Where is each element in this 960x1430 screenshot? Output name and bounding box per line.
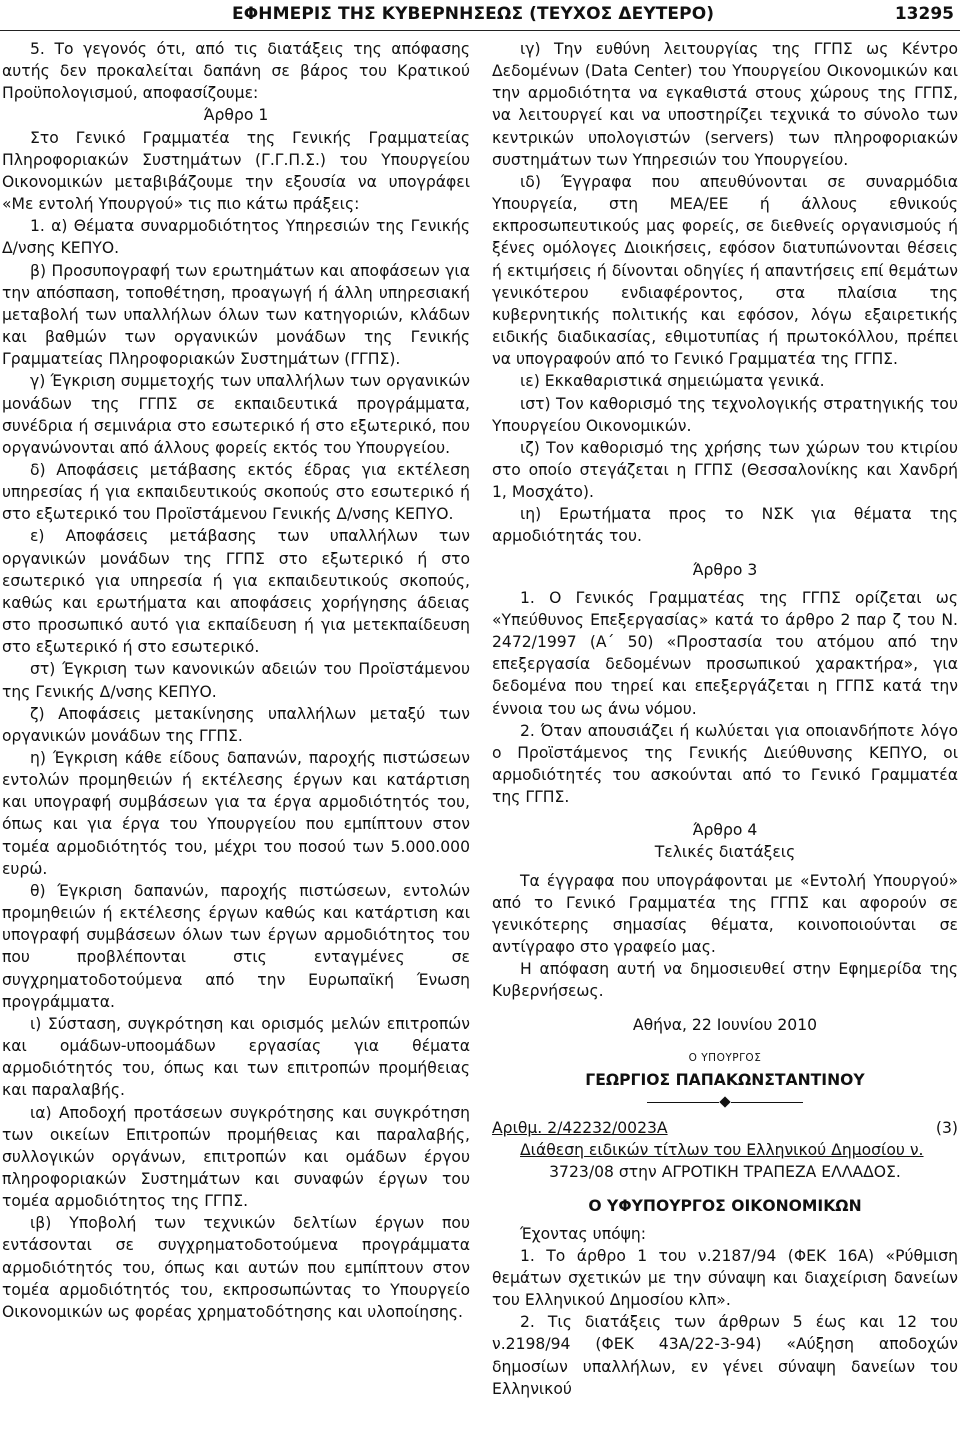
item-i: ι) Σύσταση, συγκρότηση και ορισμός μελών επιτροπών και ομάδων-υποομάδων εργασίας για θέματα αρμοδιότητός του, όπως και των επιτροπών προμήθειας και παραλαβής. xyxy=(2,1014,470,1100)
article-3-paragraph-1: 1. Ο Γενικός Γραμματέας της ΓΓΠΣ ορίζεται ως «Υπεύθυνος Επεξεργασίας» κατά το άρθρο 2 παρ ζ του Ν. 2472/1997 (Α΄ 50) «Προστασία του ατόμου από την επεξεργασία δεδομένων προσωπικού χαρακτήρα», για δεδομένα που τηρεί και επεξεργάζεται η ΓΓΠΣ κατά την έννοια του ως άνω νόμου. xyxy=(492,588,958,718)
item-h: η) Έγκριση κάθε είδους δαπανών, παροχής πιστώσεων εντολών προμηθειών ή εκτέλεσης έργων και κατάρτιση και υπογραφή συμβάσεων για τα έργα αρμοδιότητός του, όπως και για έργα του Υπουργείου που εμπίπτουν στον τομέα αρμοδιότητός του, μέχρι του ποσού των 5.000.000 ευρώ. xyxy=(2,749,470,878)
article-4-paragraph-2: Η απόφαση αυτή να δημοσιευθεί στην Εφημερίδα της Κυβερνήσεως. xyxy=(492,960,958,1001)
item-th: θ) Έγκριση δαπανών, παροχής πιστώσεων, εντολών προμηθειών ή εκτέλεσης έργων καθώς και κατάρτιση και υπογραφή συμβάσεων όλων των έργων αρμοδιότητος του που προβλέπονται στις ενταγμένες σε συγχρηματοδοτούμενα από την Ευρωπαϊκή Ένωση προγράμματα. xyxy=(2,881,470,1011)
decision-number: Αριθμ. 2/42232/0023Α xyxy=(492,1119,668,1138)
spacer xyxy=(492,548,958,559)
diamond-icon xyxy=(719,1096,730,1107)
item-st: στ) Έγκριση των κανονικών αδειών του Προϊστάμενου της Γενικής Δ/νσης ΚΕΠΥΟ. xyxy=(2,660,470,701)
regard-item-2: 2. Τις διατάξεις των άρθρων 5 έως και 12 του ν.2198/94 (ΦΕΚ 43Α/22-3-94) «Αύξηση αποδοχών δημοσίων υπαλλήλων, εν γένει σύναψη δανείων του Ελληνικού xyxy=(492,1313,958,1398)
decision-subject-line-1: Διάθεση ειδικών τίτλων του Ελληνικού Δημοσίου ν. xyxy=(520,1141,924,1160)
left-column xyxy=(2,38,470,1323)
section-divider xyxy=(492,1093,958,1111)
regard-item-1: 1. Το άρθρο 1 του ν.2187/94 (ΦΕΚ 16Α) «Ρύθμιση θεμάτων σχετικών με την σύναψη και διαχείριση δανείων του Ελληνικού Δημοσίου κλπ». xyxy=(492,1246,958,1310)
article-4-paragraph-1: Τα έγγραφα που υπογράφονται με «Εντολή Υπουργού» από το Γενικό Γραμματέα της ΓΓΠΣ και αφορούν σε γενικότερης σημασίας θέματα, κοινοποιούνται σε αντίγραφο στο γραφείο μας. xyxy=(492,871,958,957)
paragraph-article-1: Στο Γενικό Γραμματέα της Γενικής Γραμματείας Πληροφοριακών Συστημάτων (Γ.Γ.Π.Σ.) του Υπουργείου Οικονομικών μεταβιβάζουμε την εξουσία να υπογράφει «Με εντολή Υπουργού» τις πιο κάτω πράξεις: xyxy=(2,128,470,214)
spacer xyxy=(492,1036,958,1047)
item-ih: ιη) Ερωτήματα προς το ΝΣΚ για θέματα της αρμοδιότητάς του. xyxy=(492,505,958,546)
decision-header xyxy=(492,1117,958,1139)
item-1a: 1. α) Θέματα συναρμοδιότητος Υπηρεσιών της Γενικής Δ/νσης ΚΕΠΥΟ. xyxy=(2,217,470,258)
item-ie: ιε) Εκκαθαριστικά σημειώματα γενικά. xyxy=(520,372,825,391)
item-z: ζ) Αποφάσεις μετακίνησης υπαλλήλων μεταξύ των οργανικών μονάδων της ΓΓΠΣ. xyxy=(2,704,470,745)
divider-line-right xyxy=(731,1102,803,1103)
item-id: ιδ) Έγγραφα που απευθύνονται σε συναρμόδια Υπουργεία, στη ΜΕΑ/ΕΕ ή άλλους εθνικούς εκπροσωπευτικούς μας φορείς, σε διεθνείς οργανισμούς ή ξένες ομόλογες Διοικήσεις, εφόσον διατυπώνονται θέσεις ή εκτιμήσεις ή δίνονται οδηγίες ή απαντήσεις επί θεμάτων γενικότερου ενδιαφέροντος, στα πλαίσια της κυβερνητικής πολιτικής και εφόσον, λόγω εξαιρετικής ειδικής διαδικασίας, εθιμοτυπίας ή πρωτοκόλλου, πρέπει να υπογραφούν από το Γενικό Γραμματέα της ΓΓΠΣ. xyxy=(492,172,958,369)
item-e: ε) Αποφάσεις μετάβασης των υπαλλήλων των οργανικών μονάδων της ΓΓΠΣ στο εξωτερικό ή στο εσωτερικό για υπηρεσία ή για εκπαιδευτικούς σκοπούς, καθώς και ερωτήματα και αποφάσεις χορήγησης άδειας στο προσωπικό αυτό για εκπαίδευση ή για μετεκπαίδευση στο εξωτερικό ή στο εσωτερικό. xyxy=(2,527,470,657)
item-d: δ) Αποφάσεις μετάβασης εκτός έδρας για εκτέλεση υπηρεσίας ή για εκπαιδευτικούς σκοπούς στο εσωτερικό ή στο εξωτερικό του Προϊστάμενου Γενικής Δ/νσης ΚΕΠΥΟ. xyxy=(2,460,470,524)
decision-index: (3) xyxy=(935,1119,958,1138)
article-4-title: Άρθρο 4 xyxy=(692,821,758,840)
deputy-minister-heading: Ο ΥΦΥΠΟΥΡΓΟΣ ΟΙΚΟΝΟΜΙΚΩΝ xyxy=(588,1196,862,1215)
minister-role: Ο ΥΠΟΥΡΓΟΣ xyxy=(688,1051,762,1064)
item-ib: ιβ) Υποβολή των τεχνικών δελτίων έργων που εντάσονται σε συγχρηματοδοτούμενα προγράμματα αρμοδιότητός του, όπως και αυτών που εμπίπτουν στον τομέα αρμοδιότητός του, εκπροσωπώντας το Υπουργείο Οικονομικών ως φορέας χρηματοδότησης και υλοποίησης. xyxy=(2,1214,470,1321)
right-column xyxy=(492,38,958,1400)
spacer xyxy=(492,808,958,819)
decision-subject-line-2: 3723/08 στην ΑΓΡΟΤΙΚΗ ΤΡΑΠΕΖΑ ΕΛΛΑΔΟΣ. xyxy=(549,1163,901,1182)
gazette-title: ΕΦΗΜΕΡΙΣ ΤΗΣ ΚΥΒΕΡΝΗΣΕΩΣ (ΤΕΥΧΟΣ ΔΕΥΤΕΡΟ) xyxy=(232,4,715,24)
item-c: γ) Έγκριση συμμετοχής των υπαλλήλων των οργανικών μονάδων της ΓΓΠΣ σε εκπαιδευτικά προγράμματα, συνέδρια ή σεμινάρια στο εσωτερικό ή στο εξωτερικό, που οργανώνονται από άλλους φορείς εκτός του Υπουργείου. xyxy=(2,372,470,457)
article-3-title: Άρθρο 3 xyxy=(692,560,758,579)
having-regard: Έχοντας υπόψη: xyxy=(520,1224,647,1243)
item-ig: ιγ) Την ευθύνη λειτουργίας της ΓΓΠΣ ως Κέντρο Δεδομένων (Data Center) του Υπουργείου Οικονομικών και την αρμοδιότητα να εγκαθιστά στους χώρους της ΓΓΠΣ, να λειτουργεί και να υποστηρίζει τεχνικά το σύνολο των κεντρικών υπολογιστών (servers) των πληροφοριακών συστημάτων των Υπηρεσιών του Υπουργείου. xyxy=(492,40,958,169)
paragraph-intro: 5. Το γεγονός ότι, από τις διατάξεις της απόφασης αυτής δεν προκαλείται δαπάνη σε βάρος του Κρατικού Προϋπολογισμού, αποφασίζουμε: xyxy=(2,40,470,103)
place-date: Αθήνα, 22 Ιουνίου 2010 xyxy=(632,1015,818,1034)
minister-name: ΓΕΩΡΓΙΟΣ ΠΑΠΑΚΩΝΣΤΑΝΤΙΝΟΥ xyxy=(585,1070,865,1089)
item-iz: ιζ) Τον καθορισμό της χρήσης των χώρων του κτιρίου στο οποίο στεγάζεται η ΓΓΠΣ (Θεσσαλονίκης και Χανδρή 1, Μοσχάτο). xyxy=(492,438,958,502)
divider-line-left xyxy=(647,1102,719,1103)
page-number: 13295 xyxy=(894,4,954,24)
item-ia: ια) Αποδοχή προτάσεων συγκρότησης και συγκρότηση των οικείων Επιτροπών προμήθειας και παραλαβής, συλλογικών οργάνων, επιτροπών και ομάδων έργου πληροφοριακών Συστημάτων και συναφών έργων του τομέα αρμοδιότητος της ΓΓΠΣ. xyxy=(2,1103,470,1211)
item-ist: ιστ) Τον καθορισμό της τεχνολογικής στρατηγικής του Υπουργείου Οικονομικών. xyxy=(492,394,958,435)
item-b: β) Προσυπογραφή των ερωτημάτων και αποφάσεων για την απόσπαση, τοποθέτηση, προαγωγή ή άλλη υπηρεσιακή μεταβολή των υπαλλήλων όλων των κατηγοριών, κλάδων και βαθμών των οργανικών μονάδων της Γενικής Γραμματείας Πληροφοριακών Συστημάτων (ΓΓΠΣ). xyxy=(2,261,470,369)
spacer xyxy=(492,1003,958,1014)
spacer xyxy=(492,1184,958,1195)
article-3-paragraph-2: 2. Όταν απουσιάζει ή κωλύεται για οποιανδήποτε λόγο ο Προϊστάμενος της Γενικής Διεύθυνσης ΚΕΠΥΟ, οι αρμοδιότητές του ασκούνται από το Γενικό Γραμματέα της ΓΓΠΣ. xyxy=(492,721,958,807)
article-1-title: Άρθρο 1 xyxy=(203,106,269,125)
page-header xyxy=(0,0,960,31)
article-4-subtitle: Τελικές διατάξεις xyxy=(654,843,796,862)
